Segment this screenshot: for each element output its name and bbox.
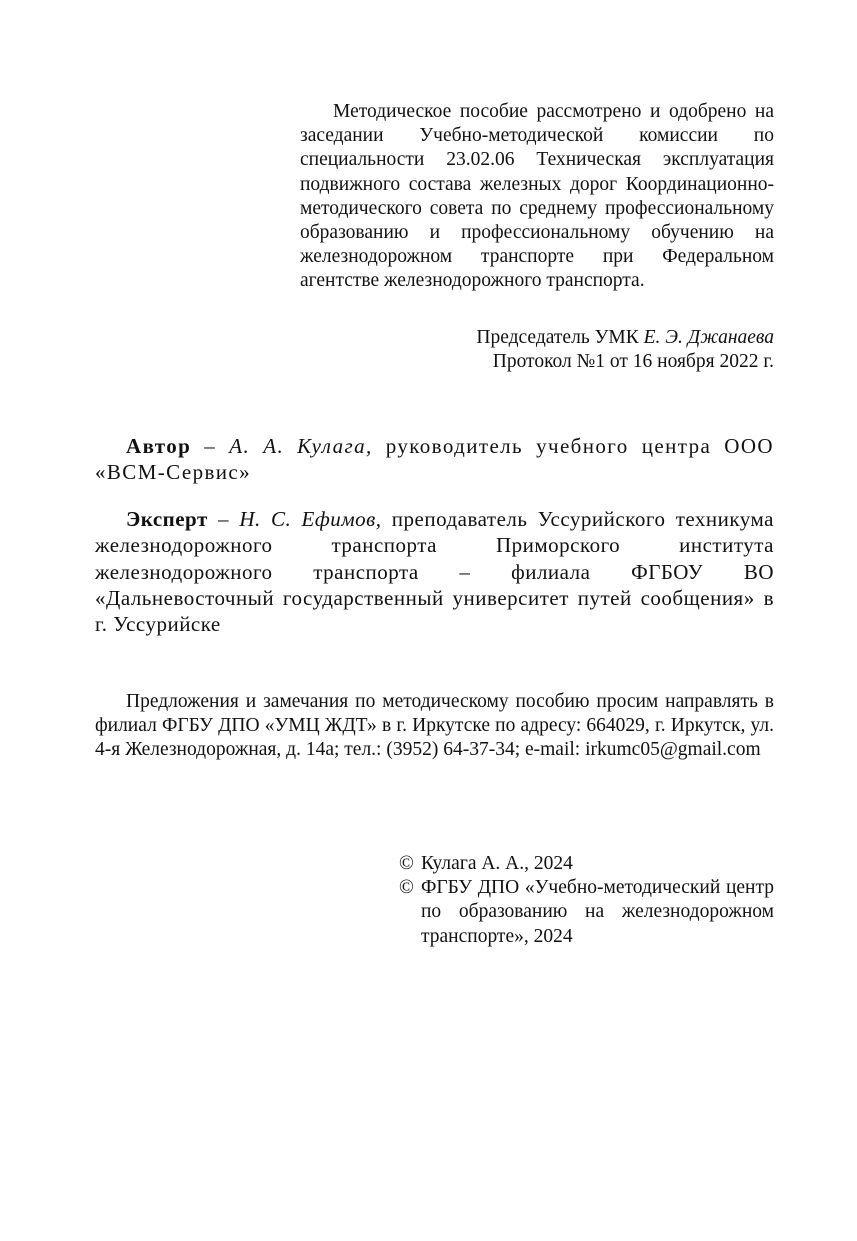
- expert-dash: –: [207, 507, 240, 531]
- copyright-author-text: Кулага А. А., 2024: [421, 853, 573, 874]
- protocol-line: Протокол №1 от 16 ноября 2022 г.: [492, 351, 774, 373]
- expert-name: Н. С. Ефимов,: [239, 507, 382, 531]
- chair-label: Председатель УМК: [476, 327, 639, 348]
- author-name: А. А. Кулага,: [229, 434, 373, 458]
- approval-statement: Методическое пособие рассмотрено и одобрено на заседании Учебно-методической комиссии по специальности 23.02.06 Техническая эксплуатация подвижного состава железных дорог Координационно-методического совета по среднему профессиональному образованию и профессиональному обучению на железнодорожном транспорте при Федеральном агентстве железнодорожного транспорта.: [300, 101, 774, 292]
- copyright-author: [399, 852, 774, 876]
- author-credit: [95, 433, 774, 486]
- copyright-publisher-text: ФГБУ ДПО «Учебно-методический центр по образованию на железнодорожном транспорте», 2024: [421, 877, 774, 947]
- expert-label: Эксперт: [126, 507, 208, 531]
- copyright-block: [399, 852, 774, 949]
- author-dash: –: [191, 434, 230, 458]
- copyright-publisher: [399, 876, 774, 949]
- approval-signature: [300, 326, 774, 374]
- suggestions-contact: Предложения и замечания по методическому пособию просим направлять в филиал ФГБУ ДПО «УМЦ ЖДТ» в г. Иркутске по адресу: 664029, г. Иркутск, ул. 4-я Железнодорожная, д. 14а; тел.: (3952) 64-37-34; e-mail: irkumc05@gmail.com: [95, 691, 774, 761]
- chair-line: [300, 326, 774, 350]
- copyright-sign: ©: [399, 877, 414, 899]
- chair-name: Е. Э. Джанаева: [643, 327, 774, 348]
- author-label: Автор: [126, 434, 192, 458]
- author-description: руководитель учебного центра ООО «ВСМ-Сервис»: [95, 434, 774, 485]
- copyright-sign: ©: [399, 853, 414, 874]
- expert-description: преподаватель Уссурийского техникума железнодорожного транспорта Приморского института железнодорожного транспорта – филиала ФГБОУ ВО «Дальневосточный государственный университет путей сообщения» в г. Уссурийске: [95, 507, 774, 637]
- expert-credit: [95, 506, 774, 637]
